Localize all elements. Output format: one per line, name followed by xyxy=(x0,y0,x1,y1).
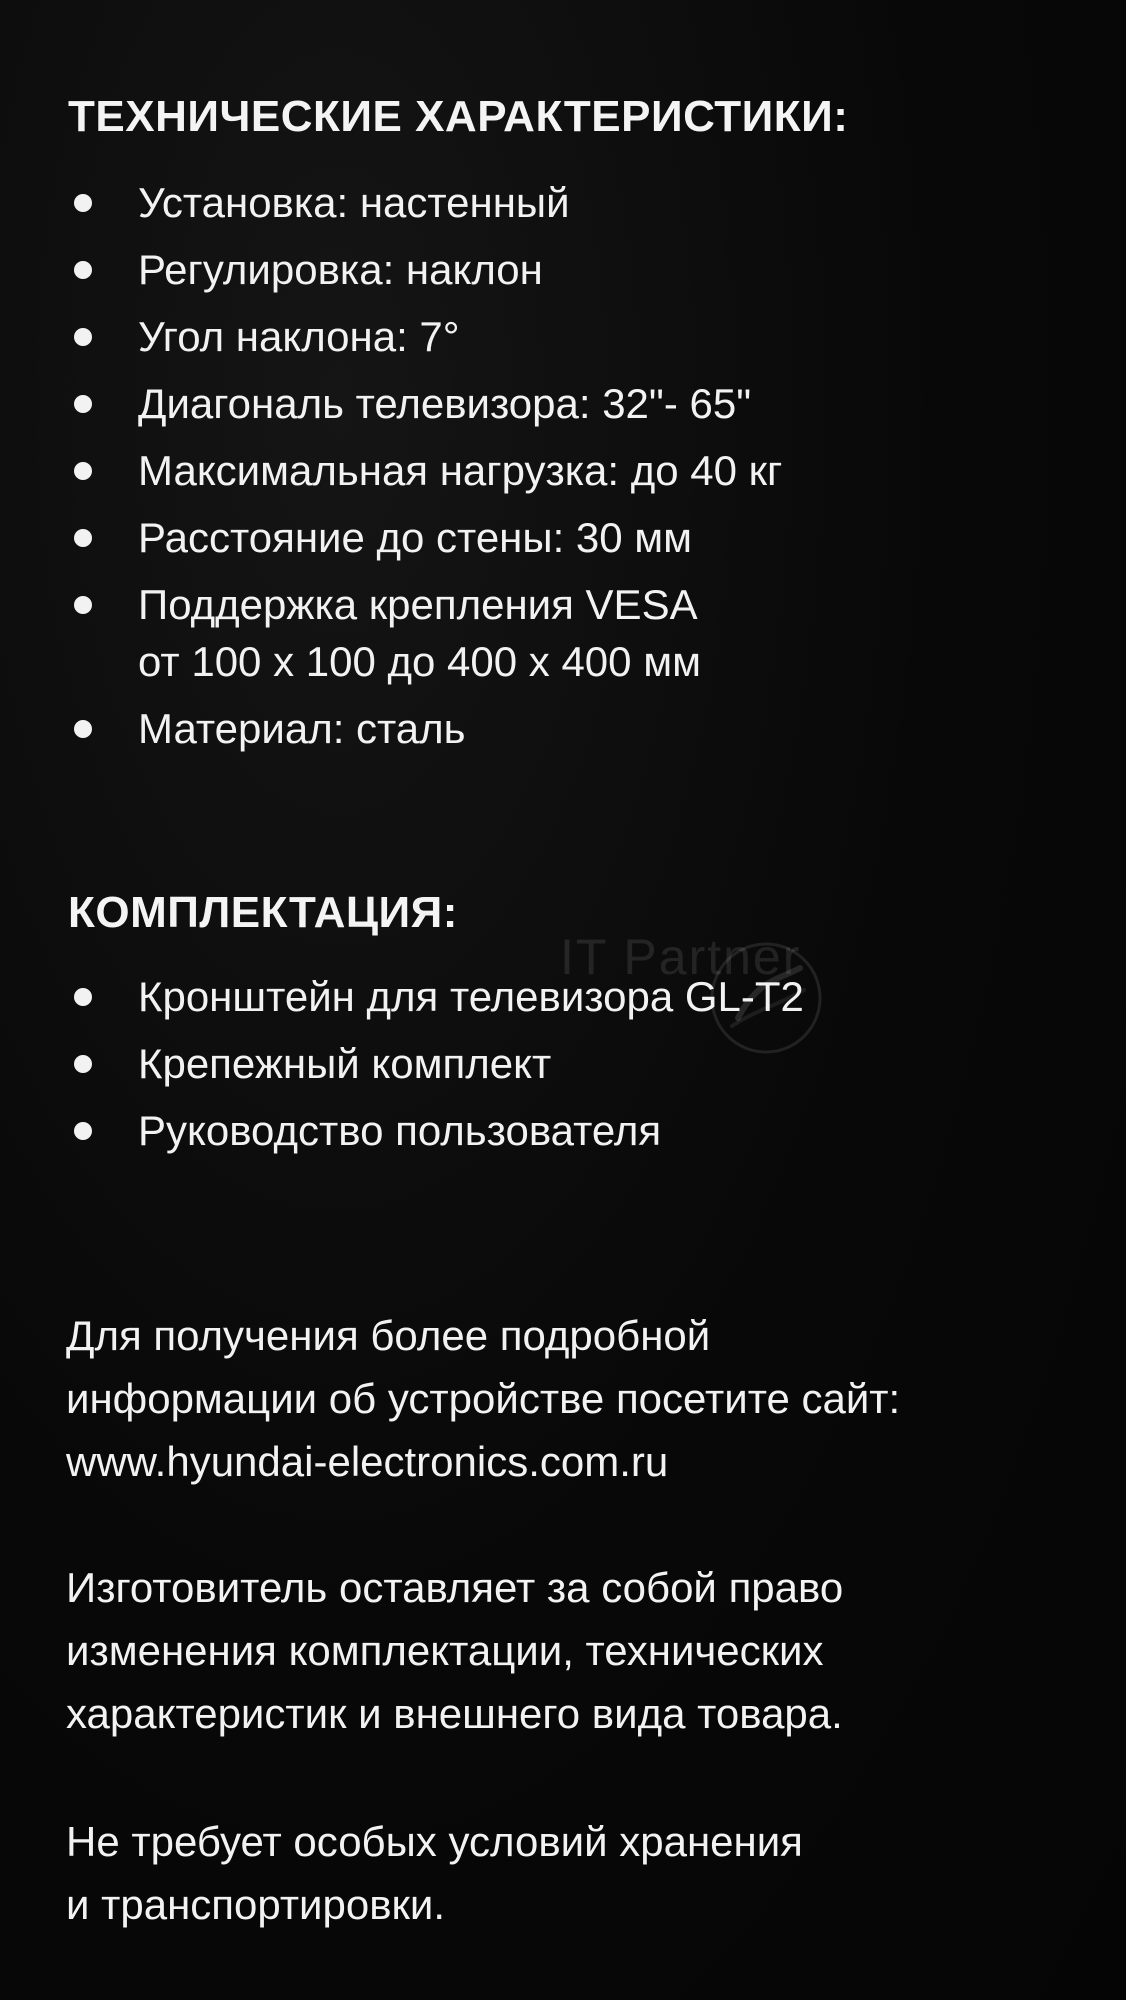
bullet-icon xyxy=(74,328,92,346)
disclaimer-line: Изготовитель оставляет за собой право xyxy=(66,1564,844,1611)
spec-item-text: Максимальная нагрузка: до 40 кг xyxy=(138,447,783,494)
bullet-icon xyxy=(74,720,92,738)
spec-item-text: Угол наклона: 7° xyxy=(138,313,460,360)
spec-item-text: Установка: настенный xyxy=(138,179,570,226)
spec-item-text-continued: от 100 x 100 до 400 x 400 мм xyxy=(138,638,701,685)
bullet-icon xyxy=(74,529,92,547)
info-paragraph xyxy=(66,1304,900,1493)
package-item-fasteners xyxy=(68,1035,804,1102)
package-item-text: Кронштейн для телевизора GL-T2 xyxy=(138,973,804,1020)
bullet-icon xyxy=(74,462,92,480)
watermark-text: IT Partner xyxy=(560,929,802,985)
watermark-logo-icon xyxy=(708,940,824,1056)
bullet-icon xyxy=(74,988,92,1006)
info-line: Для получения более подробной xyxy=(66,1312,711,1359)
disclaimer-paragraph xyxy=(66,1556,843,1745)
bullet-icon xyxy=(74,1055,92,1073)
specs-heading: ТЕХНИЧЕСКИЕ ХАРАКТЕРИСТИКИ: xyxy=(68,92,849,141)
info-line: информации об устройстве посетите сайт: xyxy=(66,1375,901,1422)
disclaimer-line: характеристик и внешнего вида товара. xyxy=(66,1690,843,1737)
bullet-icon xyxy=(74,261,92,279)
bullet-icon xyxy=(74,194,92,212)
spec-item-text: Материал: сталь xyxy=(138,705,466,752)
website-url: www.hyundai-electronics.com.ru xyxy=(66,1438,669,1485)
bullet-icon xyxy=(74,395,92,413)
package-heading: КОМПЛЕКТАЦИЯ: xyxy=(68,888,458,937)
spec-item-text: Расстояние до стены: 30 мм xyxy=(138,514,693,561)
spec-item-adjustment xyxy=(68,241,782,308)
spec-item-text: Поддержка крепления VESA xyxy=(138,581,698,628)
disclaimer-line: изменения комплектации, технических xyxy=(66,1627,824,1674)
spec-item-material xyxy=(68,700,782,767)
package-list xyxy=(68,968,804,1169)
package-item-text: Крепежный комплект xyxy=(138,1040,552,1087)
spec-item-vesa xyxy=(68,576,782,700)
spec-item-tilt-angle xyxy=(68,308,782,375)
spec-item-wall-distance xyxy=(68,509,782,576)
bullet-icon xyxy=(74,596,92,614)
specs-list xyxy=(68,174,782,767)
spec-item-text: Регулировка: наклон xyxy=(138,246,543,293)
spec-item-max-load xyxy=(68,442,782,509)
package-item-text: Руководство пользователя xyxy=(138,1107,662,1154)
spec-item-mounting xyxy=(68,174,782,241)
package-item-manual xyxy=(68,1102,804,1169)
spec-item-diagonal xyxy=(68,375,782,442)
storage-paragraph xyxy=(66,1810,803,1936)
storage-line: Не требует особых условий хранения xyxy=(66,1818,803,1865)
storage-line: и транспортировки. xyxy=(66,1881,446,1928)
spec-item-text: Диагональ телевизора: 32"- 65" xyxy=(138,380,752,427)
bullet-icon xyxy=(74,1122,92,1140)
